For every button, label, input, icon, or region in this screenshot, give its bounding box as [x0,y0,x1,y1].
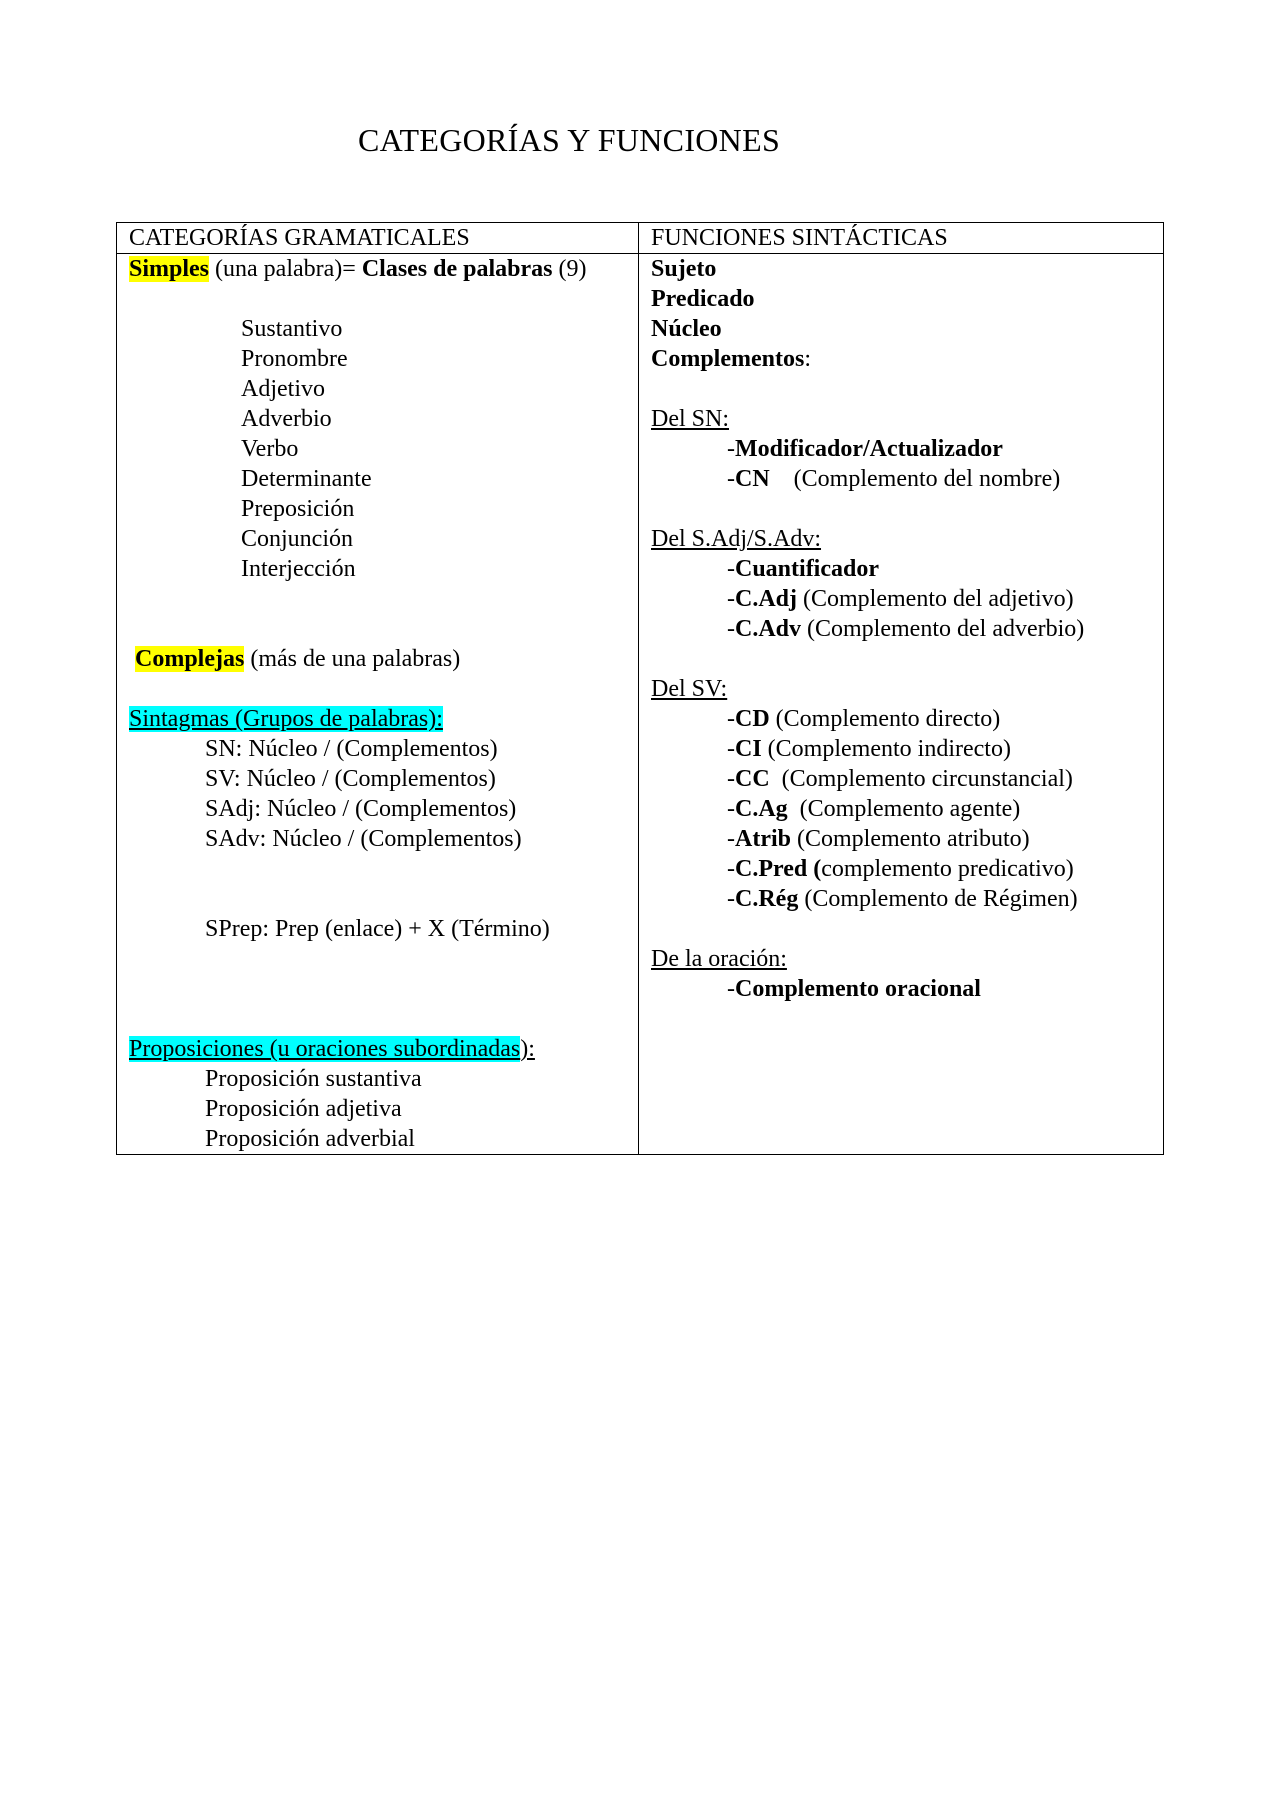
word-classes-list [129,314,638,584]
sintagmas-label: Sintagmas (Grupos de palabras): [129,706,443,732]
list-item: SAdj: Núcleo / (Complementos) [205,796,517,822]
table-header-row [117,223,1164,254]
list-item: Determinante [241,466,372,492]
table-body-row [117,254,1164,1155]
list-item: Conjunción [241,526,353,552]
list-item: Pronombre [241,346,348,372]
simples-line [129,254,638,284]
list-item: SV: Núcleo / (Complementos) [205,766,496,792]
header-funciones: FUNCIONES SINTÁCTICAS [639,223,1164,254]
categorias-cell [117,254,639,1155]
complementos: Complementos [651,346,805,372]
complejas-rest: (más de una palabras) [244,646,461,672]
list-item: SN: Núcleo / (Complementos) [205,736,498,762]
categories-functions-table [116,222,1164,1155]
list-item: Proposición sustantiva [205,1066,422,1092]
list-item: -Atrib (Complemento atributo) [727,826,1030,852]
sintagmas-list [129,734,638,854]
list-item: Proposición adverbial [205,1126,415,1152]
page-title: CATEGORÍAS Y FUNCIONES [358,122,781,158]
clases-label: Clases de palabras [361,256,553,282]
list-item: Preposición [241,496,355,522]
funciones-cell [639,254,1164,1155]
group-heading-oracion: De la oración: [651,946,787,972]
sujeto: Sujeto [651,256,717,282]
proposiciones-line [129,1034,638,1064]
list-item: Adjetivo [241,376,325,402]
list-item: -Modificador/Actualizador [727,436,1003,462]
list-item: Verbo [241,436,299,462]
list-item: -C.Adv (Complemento del adverbio) [727,616,1085,642]
sintagmas-line [129,704,638,734]
group-heading-sv: Del SV: [651,676,728,702]
predicado: Predicado [651,286,755,312]
list-item: -C.Ag (Complemento agente) [727,796,1021,822]
list-item: -CI (Complemento indirecto) [727,736,1011,762]
complejas-label: Complejas [135,646,245,672]
group-heading-sn: Del SN: [651,406,729,432]
list-item: -C.Pred (complemento predicativo) [727,856,1074,882]
clases-count: (9) [552,256,587,282]
proposiciones-label: Proposiciones (u oraciones subordinadas [129,1036,521,1062]
simples-label: Simples [129,256,210,282]
proposiciones-suffix: ): [520,1036,535,1062]
list-item: Adverbio [241,406,332,432]
list-item: -CD (Complemento directo) [727,706,1001,732]
list-item: SAdv: Núcleo / (Complementos) [205,826,522,852]
simples-rest: (una palabra)= [209,256,362,282]
list-item: Proposición adjetiva [205,1096,402,1122]
proposiciones-list [129,1064,638,1154]
complejas-line [129,644,638,674]
list-item: -C.Adj (Complemento del adjetivo) [727,586,1074,612]
nucleo: Núcleo [651,316,722,342]
group-heading-sadj: Del S.Adj/S.Adv: [651,526,822,552]
list-item: -C.Rég (Complemento de Régimen) [727,886,1078,912]
list-item: -CC (Complemento circunstancial) [727,766,1073,792]
complementos-colon: : [804,346,811,372]
header-categorias: CATEGORÍAS GRAMATICALES [117,223,639,254]
sprep-line: SPrep: Prep (enlace) + X (Término) [205,916,550,942]
list-item: -CN (Complemento del nombre) [727,466,1061,492]
list-item: -Complemento oracional [727,976,981,1002]
list-item: Interjección [241,556,356,582]
list-item: Sustantivo [241,316,343,342]
list-item: -Cuantificador [727,556,879,582]
